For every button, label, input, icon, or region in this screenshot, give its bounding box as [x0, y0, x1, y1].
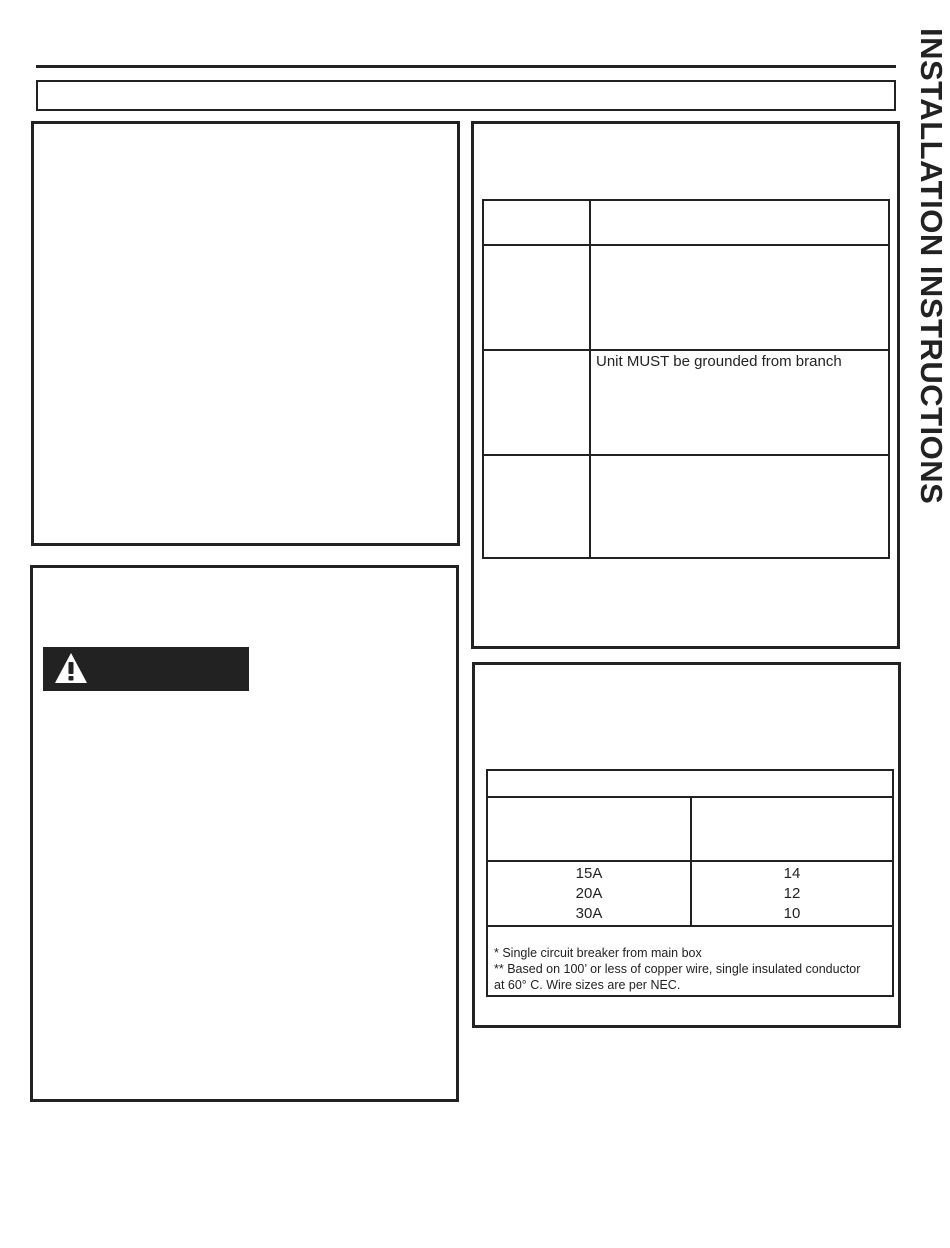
- grounding-table-header-divider: [484, 244, 888, 246]
- left-bottom-panel: [30, 565, 459, 1102]
- section-title-bar: [36, 80, 896, 111]
- wire-size-value: 10: [783, 905, 801, 922]
- left-top-panel: [31, 121, 460, 546]
- fuse-value: 15A: [575, 865, 603, 882]
- grounding-table-column-divider: [589, 201, 591, 557]
- fuse-value: 30A: [575, 905, 603, 922]
- wire-size-table: [486, 769, 894, 997]
- grounding-table: [482, 199, 890, 559]
- footnote: ** Based on 100’ or less of copper wire, single insulated conductor: [494, 962, 861, 976]
- grounding-table-row-divider: [484, 454, 888, 456]
- fuse-value: 20A: [575, 885, 603, 902]
- wire-table-body-divider: [488, 925, 892, 927]
- warning-banner: [43, 647, 249, 691]
- wire-size-value: 14: [783, 865, 801, 882]
- wire-column: [692, 864, 892, 924]
- top-rule: [36, 65, 896, 68]
- grounding-table-cell: Unit MUST be grounded from branch: [596, 353, 842, 370]
- footnote: * Single circuit breaker from main box: [494, 946, 702, 960]
- wire-table-footnotes: [494, 945, 890, 993]
- wire-size-value: 12: [783, 885, 801, 902]
- warning-triangle-icon: [53, 651, 89, 685]
- side-title: INSTALLATION INSTRUCTIONS: [914, 28, 949, 505]
- fuse-column: [488, 864, 690, 924]
- grounding-table-row-divider: [484, 349, 888, 351]
- wire-table-header-divider: [488, 860, 892, 862]
- footnote: at 60° C. Wire sizes are per NEC.: [494, 978, 681, 992]
